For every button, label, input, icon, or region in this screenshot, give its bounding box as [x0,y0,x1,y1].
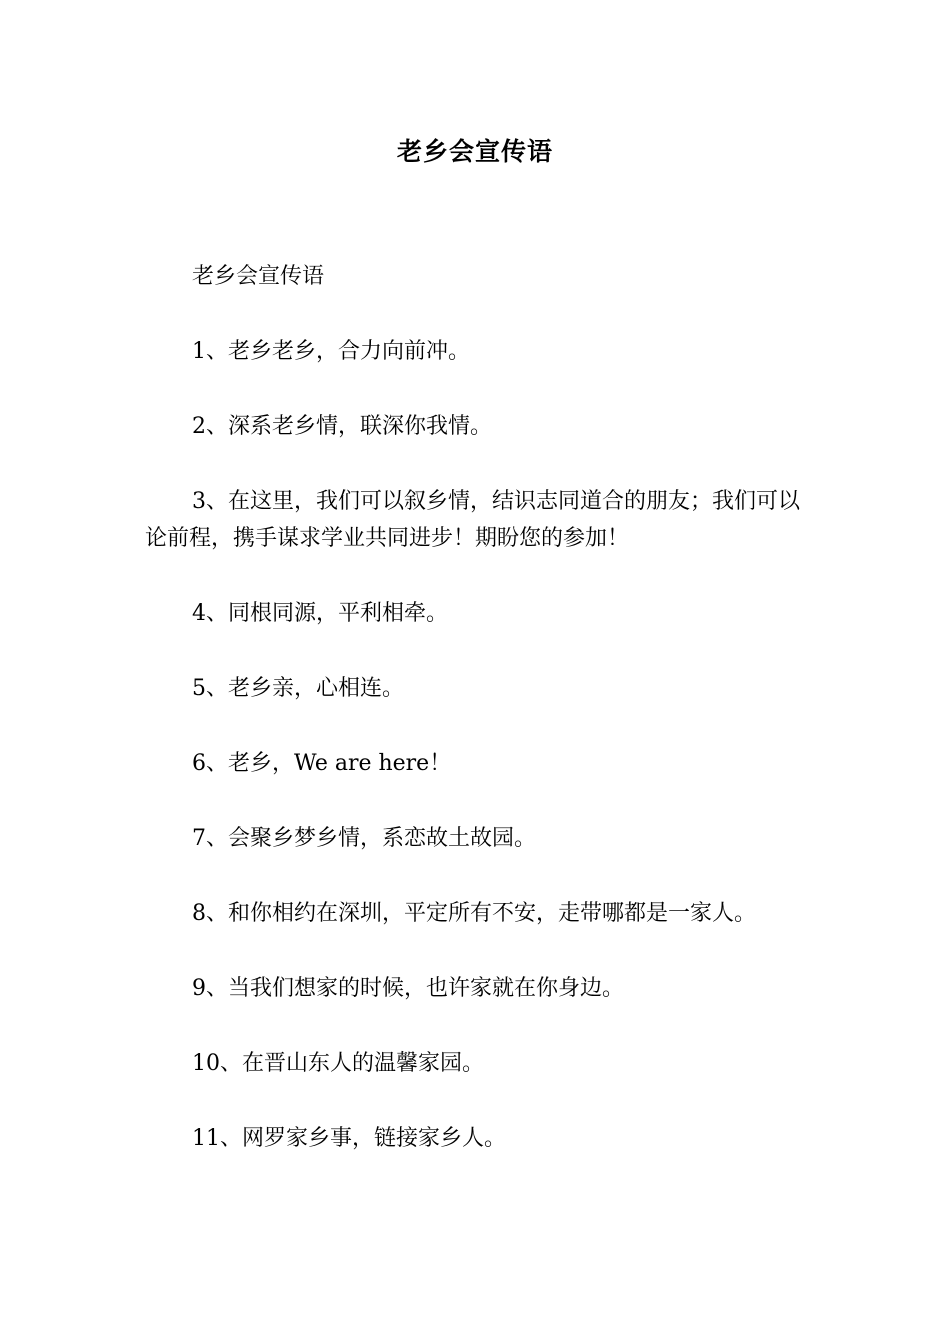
slogan-item: 6、老乡，We are here！ [192,751,452,776]
slogan-item: 7、会聚乡梦乡情，系恋故土故园。 [192,826,536,851]
document-body [145,258,810,1195]
paragraph-heading: 老乡会宣传语 [192,264,325,289]
slogan-item: 2、深系老乡情，联深你我情。 [192,414,492,439]
slogan-item: 8、和你相约在深圳，平定所有不安，走带哪都是一家人。 [192,901,756,926]
slogan-item: 11、网罗家乡事，链接家乡人。 [192,1126,506,1151]
slogan-item: 10、在晋山东人的温馨家园。 [192,1051,484,1076]
slogan-item: 3、在这里，我们可以叙乡情，结识志同道合的朋友；我们可以论前程，携手谋求学业共同进步！期盼您的参加！ [145,489,800,551]
document-title: 老乡会宣传语 [396,137,553,166]
slogan-item: 5、老乡亲，心相连。 [192,676,404,701]
slogan-item: 4、同根同源，平利相牵。 [192,601,448,626]
slogan-item: 9、当我们想家的时候，也许家就在你身边。 [192,976,624,1001]
slogan-item: 1、老乡老乡，合力向前冲。 [192,339,470,364]
